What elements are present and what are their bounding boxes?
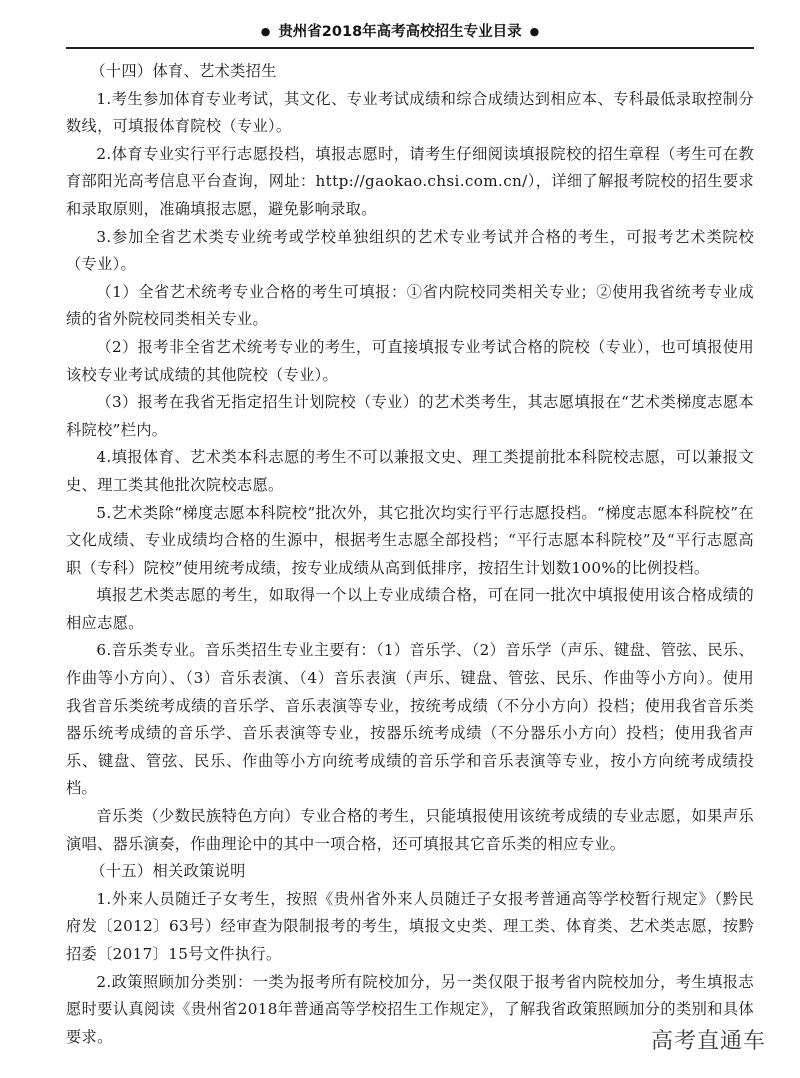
- paragraph: 1.考生参加体育专业考试，其文化、专业考试成绩和综合成绩达到相应本、专科最低录取控制分数线，可填报体育院校（专业）。: [66, 89, 754, 136]
- bullet-dot-right: ●: [529, 25, 540, 38]
- paragraph: 4.填报体育、艺术类本科志愿的考生不可以兼报文史、理工类提前批本科院校志愿，可以兼报文史、理工类其他批次院校志愿。: [66, 448, 754, 494]
- paragraph: （3）报考在我省无指定招生计划院校（专业）的艺术类考生，其志愿填报在“艺术类梯度志愿本科院校”栏内。: [66, 393, 754, 439]
- bullet-dot-left: ●: [260, 25, 271, 38]
- watermark: 高考直通车: [650, 1029, 766, 1054]
- paragraph: 音乐类（少数民族特色方向）专业合格的考生，只能填报使用该统考成绩的专业志愿，如果声乐演唱、器乐演奏，作曲理论中的其中一项合格，还可填报其它音乐类的相应专业。: [66, 807, 754, 853]
- running-header: [0, 18, 800, 46]
- section-heading-15: （十五）相关政策说明: [90, 862, 246, 881]
- paragraph: 3.参加全省艺术类专业统考或学校单独组织的艺术专业考试并合格的考生，可报考艺术类院校（专业）。: [66, 227, 754, 274]
- document-body: [66, 58, 754, 1051]
- paragraph: 5.艺术类除“梯度志愿本科院校”批次外，其它批次均实行平行志愿投档。“梯度志愿本科院校”在文化成绩、专业成绩均合格的生源中，根据考生志愿全部投档；“平行志愿本科院校”及“平行志愿高职（专科）院校”使用统考成绩，按专业成绩从高到低排序，按招生计划数100%的比例投档。: [66, 503, 754, 577]
- paragraph: 填报艺术类志愿的考生，如取得一个以上专业成绩合格，可在同一批次中填报使用该合格成绩的相应志愿。: [66, 586, 754, 632]
- paragraph: 1.外来人员随迁子女考生，按照《贵州省外来人员随迁子女报考普通高等学校暂行规定》（黔民府发〔2012〕63号）经审查为限制报考的考生，填报文史类、理工类、体育类、艺术类志愿，按黔招委〔2017〕15号文件执行。: [66, 889, 754, 963]
- section-heading-14: （十四）体育、艺术类招生: [90, 62, 277, 80]
- paragraph: （1）全省艺术统考专业合格的考生可填报：①省内院校同类相关专业；②使用我省统考专业成绩的省外院校同类相关专业。: [66, 282, 754, 329]
- paragraph: 6.音乐类专业。音乐类招生专业主要有：（1）音乐学、（2）音乐学（声乐、键盘、管弦、民乐、作曲等小方向）、（3）音乐表演、（4）音乐表演（声乐、键盘、管弦、民乐、作曲等小方向）。使用我省音乐类统考成绩的音乐学、音乐表演等专业，按统考成绩（不分小方向）投档；使用我省音乐类器乐统考成绩的音乐学、音乐表演等专业，按器乐统考成绩（不分器乐小方向）投档；使用我省声乐、键盘、管弦、民乐、作曲等小方向统考成绩的音乐学和音乐表演等专业，按小方向统考成绩投档。: [66, 641, 754, 798]
- paragraph: 2.政策照顾加分类别：一类为报考所有院校加分，另一类仅限于报考省内院校加分，考生填报志愿时要认真阅读《贵州省2018年普通高等学校招生工作规定》，了解我省政策照顾加分的类别和具体要求。: [66, 972, 754, 1046]
- paragraph: （2）报考非全省艺术统考专业的考生，可直接填报专业考试合格的院校（专业），也可填报使用该校专业考试成绩的其他院校（专业）。: [66, 337, 754, 384]
- header-rule: [66, 47, 754, 49]
- header-title: 贵州省2018年高考高校招生专业目录: [278, 24, 522, 40]
- paragraph: 2.体育专业实行平行志愿投档，填报志愿时，请考生仔细阅读填报院校的招生章程（考生可在教育部阳光高考信息平台查询，网址：http://gaokao.chsi.com.cn/），详细了解报考院校的招生要求和录取原则，准确填报志愿，避免影响录取。: [66, 144, 754, 218]
